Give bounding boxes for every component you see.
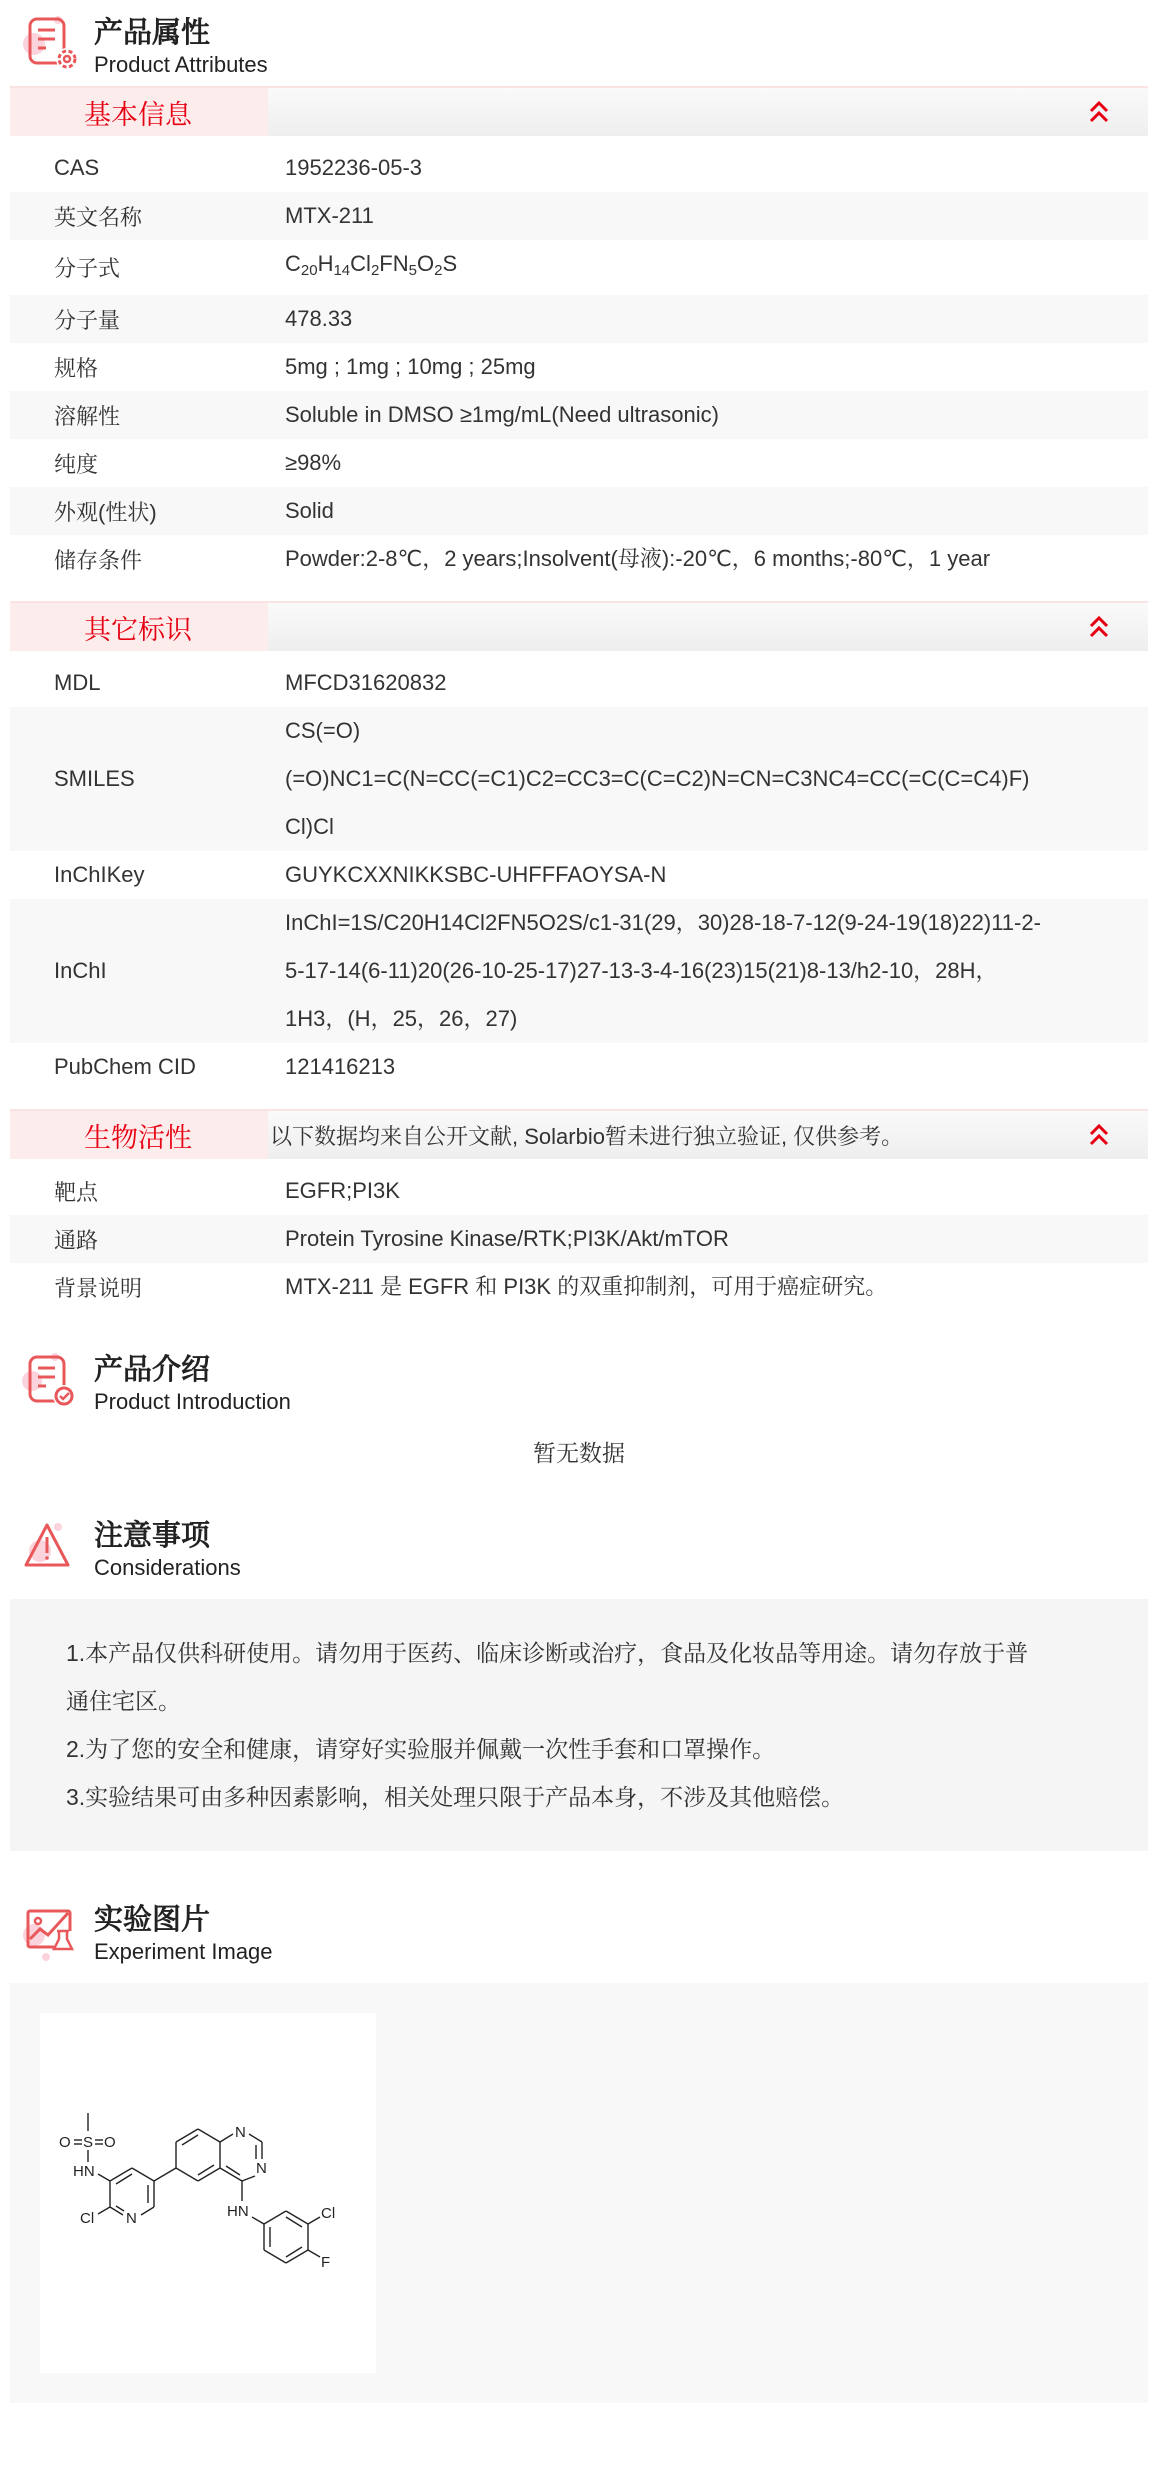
svg-text:N: N (126, 2210, 137, 2227)
attr-key: 分子式 (54, 256, 121, 281)
document-gear-icon (20, 14, 82, 76)
basic-info-table (10, 144, 1148, 583)
table-row (10, 1215, 1148, 1263)
table-row (10, 343, 1148, 391)
attr-value: Solid (285, 498, 334, 523)
attr-value: Soluble in DMSO ≥1mg/mL(Need ultrasonic) (285, 402, 719, 427)
double-chevron-up-icon[interactable] (1088, 100, 1110, 124)
attr-value: 5mg ; 1mg ; 10mg ; 25mg (285, 354, 536, 379)
chemical-structure-image[interactable] (40, 2013, 376, 2373)
considerations-heading (10, 1503, 1148, 1589)
attr-value: 121416213 (285, 1054, 396, 1079)
attr-key: 靶点 (54, 1179, 99, 1205)
experiment-image-panel (10, 1983, 1148, 2403)
product-intro-heading (10, 1337, 1148, 1423)
svg-text:HN: HN (227, 2203, 249, 2220)
attr-key: 通路 (54, 1227, 99, 1253)
table-row (10, 899, 1148, 1043)
document-check-icon (20, 1351, 82, 1413)
notice-line: 通住宅区。 (66, 1688, 181, 1714)
attr-key: SMILES (54, 766, 135, 791)
svg-text:O: O (104, 2134, 116, 2151)
svg-text:N: N (256, 2160, 267, 2177)
attr-value: Protein Tyrosine Kinase/RTK;PI3K/Akt/mTOR (285, 1226, 729, 1251)
attr-key: 背景说明 (54, 1275, 143, 1301)
table-row (10, 144, 1148, 192)
smiles-line: CS(=O) (285, 718, 361, 743)
double-chevron-up-icon[interactable] (1088, 1123, 1110, 1147)
section-subtitle: Product Introduction (94, 1389, 291, 1414)
table-row (10, 192, 1148, 240)
notice-line: 2.为了您的安全和健康，请穿好实验服并佩戴一次性手套和口罩操作。 (66, 1736, 776, 1762)
attr-value: MTX-211 是 EGFR 和 PI3K 的双重抑制剂，可用于癌症研究。 (285, 1274, 888, 1299)
svg-text:S: S (83, 2134, 94, 2151)
table-row (10, 535, 1148, 583)
molecular-formula: $C_{20}H_{14}Cl_2FN_5O_2S$ (285, 251, 458, 279)
section-title: 实验图片 (94, 1904, 211, 1936)
svg-text:HN: HN (73, 2163, 95, 2180)
image-flask-icon (20, 1901, 82, 1963)
svg-text:Cl: Cl (80, 2210, 95, 2227)
section-subtitle: Considerations (94, 1555, 241, 1580)
attr-key: 纯度 (54, 451, 99, 477)
attr-key: 分子量 (54, 307, 121, 333)
table-row (10, 391, 1148, 439)
experiment-image-heading (10, 1887, 1148, 1973)
group-label: 基本信息 (10, 88, 268, 136)
smiles-line: (=O)NC1=C(N=CC(=C1)C2=CC3=C(C=C2)N=CN=C3NC4=CC(=C(C=C4)F) (285, 766, 1030, 791)
table-row (10, 1263, 1148, 1311)
basic-info-group-bar[interactable] (10, 86, 1148, 136)
smiles-value (285, 707, 1148, 851)
inchi-line: 5-17-14(6-11)20(26-10-25-17)27-13-3-4-16(23)15(21)8-13/h2-10，28H， (285, 958, 998, 983)
attr-key: 储存条件 (54, 547, 143, 573)
attr-key: InChIKey (54, 862, 145, 887)
disclaimer-note: 以下数据均来自公开文献, Solarbio暂未进行独立验证, 仅供参考。 (270, 1123, 904, 1149)
notice-line: 3.实验结果可由多种因素影响，相关处理只限于产品本身，不涉及其他赔偿。 (66, 1784, 845, 1810)
section-subtitle: Experiment Image (94, 1939, 273, 1964)
attr-key: 外观(性状) (54, 499, 157, 525)
svg-text:Cl: Cl (321, 2205, 336, 2222)
inchi-value (285, 899, 1148, 1043)
bio-activity-group-bar[interactable] (10, 1109, 1148, 1159)
notice-line: 1.本产品仅供科研使用。请勿用于医药、临床诊断或治疗，食品及化妆品等用途。请勿存放于普 (66, 1640, 1029, 1666)
table-row (10, 1043, 1148, 1091)
table-row (10, 659, 1148, 707)
section-title: 产品属性 (94, 17, 211, 49)
section-title: 产品介绍 (94, 1354, 211, 1386)
attr-value: ≥98% (285, 450, 342, 475)
attr-key: MDL (54, 670, 101, 695)
bio-activity-table (10, 1167, 1148, 1311)
attr-key: 规格 (54, 355, 99, 381)
table-row (10, 295, 1148, 343)
attr-key: 溶解性 (54, 403, 121, 429)
empty-state-text: 暂无数据 (533, 1440, 625, 1466)
table-row (10, 1167, 1148, 1215)
attr-value: EGFR;PI3K (285, 1178, 400, 1203)
section-subtitle: Product Attributes (94, 52, 268, 77)
double-chevron-up-icon[interactable] (1088, 615, 1110, 639)
warning-triangle-icon (20, 1517, 82, 1579)
svg-text:F: F (321, 2254, 331, 2271)
considerations-box (10, 1599, 1148, 1851)
table-row (10, 707, 1148, 851)
attr-key: PubChem CID (54, 1054, 196, 1079)
inchi-line: InChI=1S/C20H14Cl2FN5O2S/c1-31(29，30)28-18-7-12(9-24-19(18)22)11-2- (285, 910, 1041, 935)
attr-value: MFCD31620832 (285, 670, 447, 695)
table-row (10, 240, 1148, 295)
smiles-line: Cl)Cl (285, 814, 334, 839)
svg-text:O: O (59, 2134, 71, 2151)
table-row (10, 851, 1148, 899)
other-ids-table (10, 659, 1148, 1091)
attr-key: 英文名称 (54, 204, 143, 230)
table-row (10, 439, 1148, 487)
group-label: 其它标识 (10, 603, 268, 651)
product-attributes-heading (10, 0, 1148, 86)
svg-text:N: N (235, 2124, 246, 2141)
attr-value: 478.33 (285, 306, 353, 331)
other-ids-group-bar[interactable] (10, 601, 1148, 651)
group-label: 生物活性 (10, 1111, 268, 1159)
section-title: 注意事项 (94, 1520, 211, 1552)
attr-value: 1952236-05-3 (285, 155, 423, 180)
attr-key: CAS (54, 155, 100, 180)
attr-key: InChI (54, 958, 107, 983)
attr-value: MTX-211 (285, 203, 374, 228)
attr-value: Powder:2-8℃，2 years;Insolvent(母液):-20℃，6 months;-80℃，1 year (285, 546, 991, 571)
attr-value: GUYKCXXNIKKSBC-UHFFFAOYSA-N (285, 862, 667, 887)
table-row (10, 487, 1148, 535)
inchi-line: 1H3，(H，25，26，27) (285, 1006, 518, 1031)
